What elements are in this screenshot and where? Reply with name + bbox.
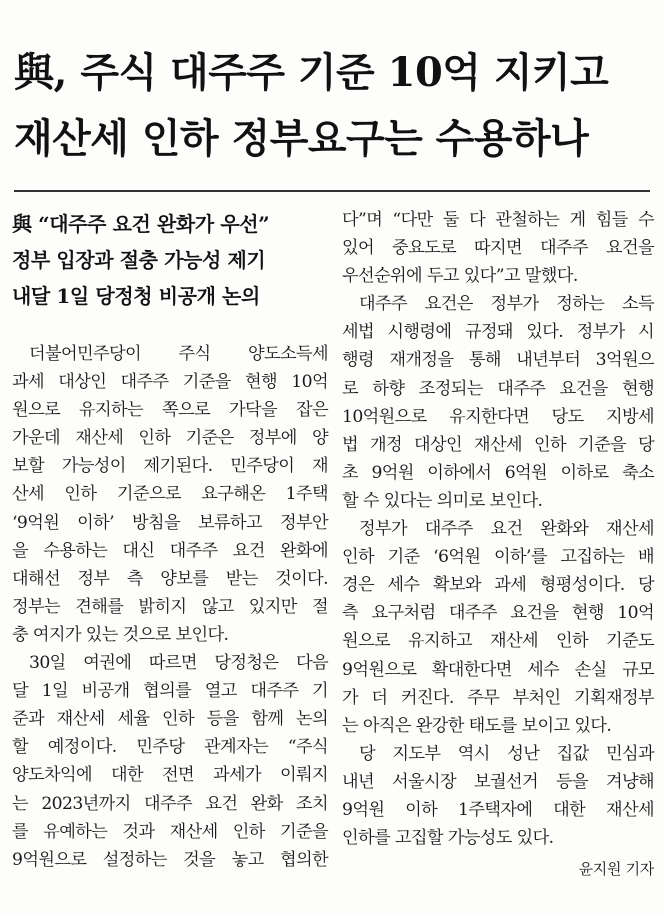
body-line: 인하를 고집할 가능성도 있다. [342, 828, 554, 849]
body-line: 10억원으로 유지한다면 당도 지방세 [342, 406, 654, 427]
body-line: 30일 여권에 따르면 당정청은 다음 [29, 653, 328, 674]
byline: 윤지원 기자 [578, 860, 654, 879]
body-line: 9억원으로 설정하는 것을 놓고 협의한 [12, 849, 328, 870]
body-line: 당 지도부 역시 성난 집값 민심과 [359, 743, 654, 764]
body-line: 과세 대상인 대주주 기준을 현행 10억 [12, 372, 328, 393]
body-line: 법 개정 대상인 재산세 인하 기준을 당 [342, 434, 654, 455]
body-line: 우선순위에 두고 있다”고 말했다. [342, 266, 578, 287]
body-line: 측 요구처럼 대주주 요건을 현행 10억 [342, 603, 654, 624]
body-line: 더불어민주당이 주식 양도소득세 [29, 344, 328, 364]
body-line: 가 더 커진다. 주무 부처인 기획재정부 [342, 687, 654, 708]
subheadline-line-1: 與 “대주주 요건 완화가 우선” [12, 212, 270, 236]
body-line: 원으로 유지하고 재산세 인하 기준도 [342, 631, 654, 652]
body-line: 정부는 견해를 밝히지 않고 있지만 절 [12, 596, 328, 617]
body-line: 가운데 재산세 인하 기준은 정부에 양 [12, 428, 328, 449]
body-line: 정부가 대주주 요건 완화와 재산세 [359, 519, 654, 540]
body-line: 를 유예하는 것과 재산세 인하 기준을 [12, 821, 328, 842]
body-line: 다”며 “다만 둘 다 관철하는 게 힘들 수 [342, 210, 654, 230]
body-line: 달 1일 비공개 협의를 열고 대주주 기 [12, 681, 328, 702]
body-line: 는 아직은 완강한 태도를 보이고 있다. [342, 715, 612, 736]
article-body-right [342, 206, 654, 852]
article-headline [14, 40, 654, 172]
body-line: 산세 인하 기준으로 요구해온 1주택 [12, 484, 328, 505]
body-line: 원으로 유지하는 쪽으로 가닥을 잡은 [12, 400, 328, 421]
subheadline-line-2: 정부 입장과 절충 가능성 제기 [12, 248, 266, 272]
subheadline-line-3: 내달 1일 당정청 비공개 논의 [12, 284, 260, 308]
body-line: 9억원으로 확대한다면 세수 손실 규모 [342, 659, 654, 680]
body-line: 양도차익에 대한 전면 과세가 이뤄지 [12, 765, 328, 786]
body-line: 경은 세수 확보와 과세 형평성이다. 당 [342, 575, 654, 596]
body-line: 초 9억원 이하에서 6억원 이하로 축소 [342, 462, 654, 483]
body-line: 9억원 이하 1주택자에 대한 재산세 [342, 799, 654, 820]
body-line: 준과 재산세 세율 인하 등을 함께 논의 [12, 709, 328, 730]
body-line: 을 수용하는 대신 대주주 요건 완화에 [12, 540, 328, 561]
body-line: 인하 기준 ‘6억원 이하’를 고집하는 배 [342, 547, 654, 568]
body-line: 는 2023년까지 대주주 요건 완화 조치 [12, 793, 328, 814]
body-line: 세법 시행령에 규정돼 있다. 정부가 시 [342, 322, 654, 343]
article-column-left [12, 206, 328, 874]
article-column-right [342, 206, 654, 882]
body-line: ‘9억원 이하’ 방침을 보류하고 정부안 [12, 512, 328, 533]
article-subheadline [12, 206, 328, 314]
body-line: 충 여지가 있는 것으로 보인다. [12, 624, 229, 645]
body-line: 내년 서울시장 보궐선거 등을 겨냥해 [342, 771, 654, 792]
headline-line-2: 재산세 인하 정부요구는 수용하나 [14, 115, 589, 162]
body-line: 대해선 정부 측 양보를 받는 것이다. [12, 568, 328, 589]
body-line: 로 하향 조정되는 대주주 요건을 현행 [342, 378, 654, 399]
body-line: 할 수 있다는 의미로 보인다. [342, 490, 543, 511]
headline-line-1: 與, 주식 대주주 기준 10억 지키고 [14, 49, 609, 96]
body-line: 할 예정이다. 민주당 관계자는 “주식 [12, 737, 328, 758]
body-line: 대주주 요건은 정부가 정하는 소득 [359, 294, 654, 315]
body-line: 있어 중요도로 따지면 대주주 요건을 [342, 238, 654, 259]
headline-divider [14, 190, 650, 192]
body-line: 보할 가능성이 제기된다. 민주당이 재 [12, 456, 328, 477]
body-line: 행령 재개정을 통해 내년부터 3억원으 [342, 350, 654, 371]
article-body-left [12, 340, 328, 874]
